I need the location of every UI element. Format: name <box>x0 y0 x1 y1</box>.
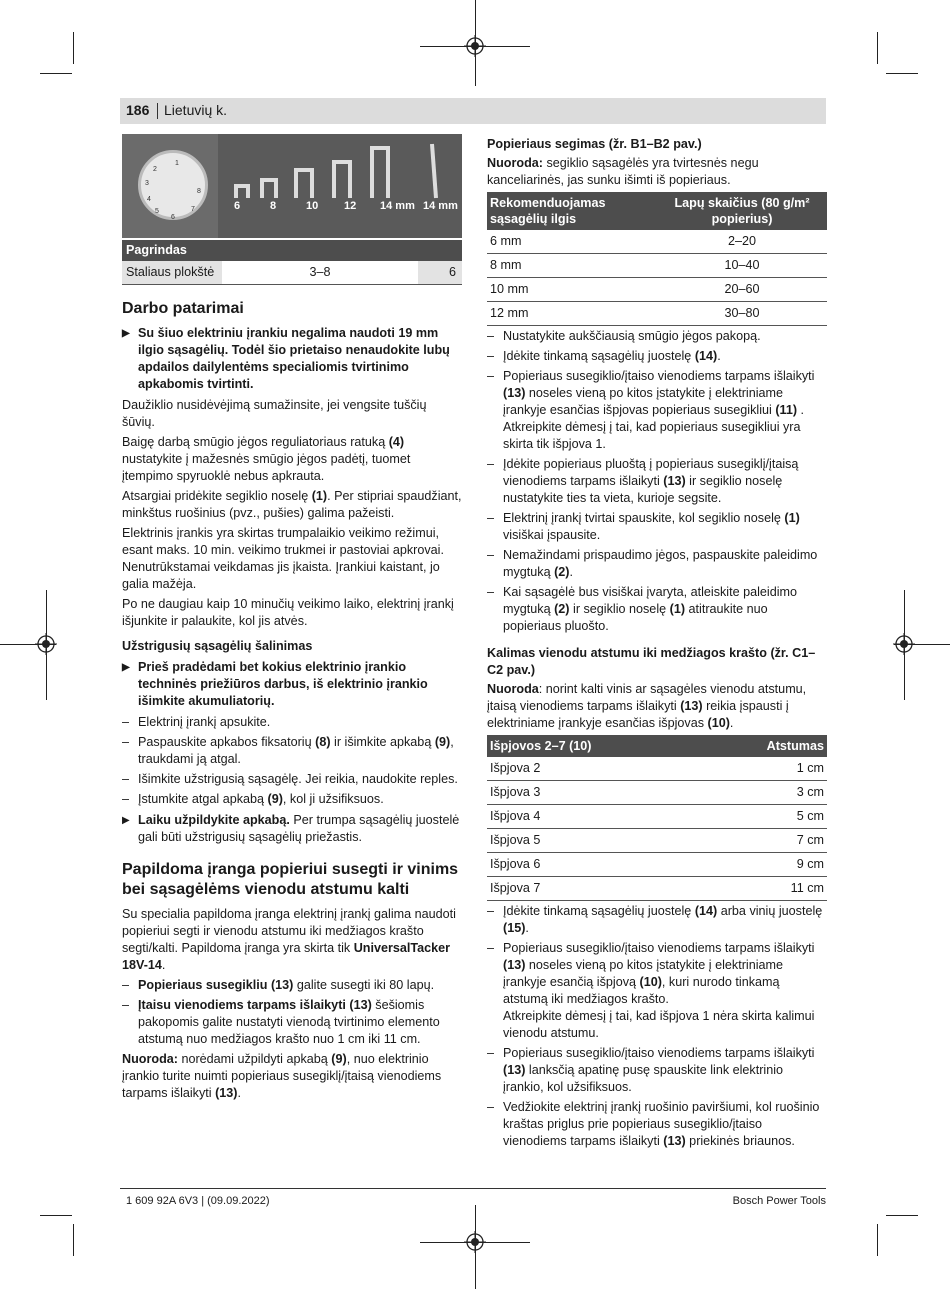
note-paragraph: Nuoroda: norint kalti vinis ar sąsagėles vienodu atstumu, įtaisą vienodiems tarpams išlaikyti (13) reikia įspausti į elektriniame įrankyje esančias išpjovas (10). <box>487 682 807 730</box>
pagrindas-header: Pagrindas <box>122 240 462 261</box>
impact-dial-icon: 1 2 3 4 5 6 7 8 <box>138 150 208 220</box>
list-item: – Įstumkite atgal apkabą (9), kol ji užsifiksuos. <box>122 792 384 806</box>
triangle-bullet-icon: ▶ <box>122 662 130 673</box>
subsection-title: Popieriaus segimas (žr. B1–B2 pav.) <box>487 137 702 151</box>
table-row: 12 mm 30–80 <box>487 302 827 326</box>
staple-label: 12 <box>344 200 357 212</box>
crop-mark <box>877 32 878 64</box>
page-header <box>120 98 826 124</box>
staple-label: 10 <box>306 200 319 212</box>
page-number: 186 <box>126 102 150 118</box>
list-item: – Vedžiokite elektrinį įrankį ruošinio paviršiumi, kol ruošinio kraštas priglus prie popieriaus susegiklio/įtaiso vienodiems tarpams išlaikyti (13) priekinės briaunos. <box>487 1100 820 1148</box>
table-row: Išpjova 2 1 cm <box>487 757 827 781</box>
table-row <box>122 261 462 285</box>
registration-mark-icon <box>464 1231 486 1253</box>
table-header-row <box>487 735 827 757</box>
note-paragraph: Nuoroda: segiklio sąsagėlės yra tvirtesnės negu kanceliarinės, jas sunku išimti iš popieriaus. <box>487 156 759 187</box>
triangle-bullet-icon: ▶ <box>122 328 130 339</box>
list-item: – Popieriaus susegikliu (13) galite susegti iki 80 lapų. <box>122 978 435 992</box>
table-row: Išpjova 5 7 cm <box>487 829 827 853</box>
dial-panel <box>122 134 218 238</box>
table-header: Išpjovos 2–7 (10) <box>487 735 701 757</box>
warning-item: ▶ Prieš pradėdami bet kokius elektrinio įrankio techninės priežiūros darbus, iš elektrinio įrankio išimkite akumuliatorių. <box>122 660 428 708</box>
crop-mark <box>73 32 74 64</box>
staple-label: 14 mm <box>423 200 458 212</box>
table-header: Rekomenduojamas sąsagėlių ilgis <box>487 192 657 230</box>
table-row: 10 mm 20–60 <box>487 278 827 302</box>
staple-length-table <box>487 192 827 326</box>
registration-mark-icon <box>464 35 486 57</box>
table-cell: Staliaus plokštė <box>122 261 222 285</box>
paragraph: Su specialia papildoma įranga elektrinį įrankį galima naudoti popieriui segti ir vienodu atstumu iki medžiagos krašto segti/kalti. Papildoma įranga yra skirta tik UniversalTacker 18V-14. <box>122 907 456 972</box>
list-item: – Popieriaus susegiklio/įtaiso vienodiems tarpams išlaikyti (13) noseles vieną po kitos įstatykite į elektriniame įrankyje esančias išpjovas popieriaus susegikliui (11) . Atkreipkite dėmesį į tai, kad popieriaus susegikliui yra skirta tik išpjova 1. <box>487 369 815 451</box>
section-title: Papildoma įranga popieriui susegti ir vinims bei sąsagėlėms vienodu atstumu kalti <box>122 861 459 898</box>
document-id: 1 609 92A 6V3 | (09.09.2022) <box>126 1195 270 1207</box>
pagrindas-table <box>122 261 462 285</box>
table-cell: 6 <box>418 261 462 285</box>
warning-item: ▶ Su šiuo elektriniu įrankiu negalima naudoti 19 mm ilgio sąsagėlių. Todėl šio prietaiso nenaudokite lubų apdailos dailylentėms specialiomis tvirtinimo apkabomis tvirtinti. <box>122 326 450 391</box>
table-header-row <box>487 192 827 230</box>
registration-mark-icon <box>35 633 57 655</box>
crop-mark <box>40 1215 72 1216</box>
table-row: Išpjova 4 5 cm <box>487 805 827 829</box>
table-row: Išpjova 6 9 cm <box>487 853 827 877</box>
warning-item: ▶ Laiku užpildykite apkabą. Per trumpa sąsagėlių juostelė gali būti užstrigusių sąsagėlių priežastis. <box>122 813 460 844</box>
table-row: Išpjova 7 11 cm <box>487 877 827 901</box>
table-row: 8 mm 10–40 <box>487 254 827 278</box>
list-item: – Įdėkite tinkamą sąsagėlių juostelę (14). <box>487 349 721 363</box>
registration-mark-icon <box>893 633 915 655</box>
table-header: Lapų skaičius (80 g/m² popierius) <box>657 192 827 230</box>
note-paragraph: Nuoroda: norėdami užpildyti apkabą (9), nuo elektrinio įrankio turite nuimti popieriaus susegiklį/įtaisą vienodiems tarpams išlaikyti (13). <box>122 1052 442 1100</box>
list-item: – Nustatykite aukščiausią smūgio jėgos pakopą. <box>487 329 761 343</box>
crop-mark <box>877 1224 878 1256</box>
list-item: – Popieriaus susegiklio/įtaiso vienodiems tarpams išlaikyti (13) lanksčią apatinę pusę spauskite link elektrinio įrankio, kol užsifiksuos. <box>487 1046 815 1094</box>
crop-mark <box>886 1215 918 1216</box>
list-item: – Kai sąsagėlė bus visiškai įvaryta, atleiskite paleidimo mygtuką (2) ir segiklio noselę (1) atitraukite nuo popieriaus pluošto. <box>487 585 797 633</box>
paragraph: Elektrinis įrankis yra skirtas trumpalaikio veikimo režimui, esant maks. 10 min. veikimo trukmei ir pastoviai apkrovai. Nenutrūkstamai veikdamas jis įkaista. Įrankiui kaistant, jo galia mažėja. <box>122 526 444 591</box>
header-separator <box>157 103 158 119</box>
subsection-title: Kalimas vienodu atstumu iki medžiagos krašto (žr. C1–C2 pav.) <box>487 646 816 677</box>
list-item: – Elektrinį įrankį tvirtai spauskite, kol segiklio noselę (1) visiškai įspausite. <box>487 511 800 542</box>
subsection-title: Užstrigusių sąsagėlių šalinimas <box>122 639 313 653</box>
brand-name: Bosch Power Tools <box>732 1195 826 1207</box>
list-item: – Įdėkite tinkamą sąsagėlių juostelę (14) arba vinių juostelę (15). <box>487 904 823 935</box>
notch-distance-table <box>487 735 827 901</box>
paragraph: Po ne daugiau kaip 10 minučių veikimo laiko, elektrinį įrankį išjunkite ir palaukite, kol jis atvės. <box>122 597 454 628</box>
table-row: 6 mm 2–20 <box>487 230 827 254</box>
staple-label: 8 <box>270 200 277 212</box>
staples-illustration-icon <box>222 140 462 200</box>
page-footer <box>120 1188 826 1207</box>
table-row: Išpjova 3 3 cm <box>487 781 827 805</box>
paragraph: Atsargiai pridėkite segiklio noselę (1). Per stipriai spaudžiant, minkštus ruošinius (pvz., pušies) galima pažeisti. <box>122 489 462 520</box>
left-column <box>122 134 462 1105</box>
paragraph: Daužiklio nusidėvėjimą sumažinsite, jei vengsite tuščių šūvių. <box>122 398 427 429</box>
paragraph: Baigę darbą smūgio jėgos reguliatoriaus ratuką (4) nustatykite į mažesnės smūgio jėgos padėtį, tuomet įtempimo spyruoklė nebus apkrauta. <box>122 435 411 483</box>
crop-mark <box>73 1224 74 1256</box>
list-item: – Įdėkite popieriaus pluoštą į popieriaus susegiklį/įtaisą vienodiems tarpams išlaikyti (13) ir segiklio noselę nustatykite ties ta vieta, kurioje segsite. <box>487 457 799 505</box>
list-item: – Įtaisu vienodiems tarpams išlaikyti (13) šešiomis pakopomis galite nustatyti vienodą tvirtinimo elemento atstumą nuo medžiagos krašto nuo 1 cm iki 11 cm. <box>122 998 440 1046</box>
list-item: – Elektrinį įrankį apsukite. <box>122 715 271 729</box>
right-column <box>487 136 827 1153</box>
crop-mark <box>40 73 72 74</box>
staple-figure <box>122 134 462 238</box>
list-item: – Popieriaus susegiklio/įtaiso vienodiems tarpams išlaikyti (13) noseles vieną po kitos įstatykite į elektriniame įrankyje esančią išpjovą (10), kuri nurodo tinkamą atstumą iki medžiagos krašto. Atkreipkite dėmesį į tai, kad išpjova 1 nėra skirta kalimui vienodu atstumu. <box>487 941 815 1040</box>
staple-label: 6 <box>234 200 241 212</box>
section-title: Darbo patarimai <box>122 300 244 317</box>
crop-mark <box>886 73 918 74</box>
staple-label: 14 mm <box>380 200 415 212</box>
list-item: – Išimkite užstrigusią sąsagėlę. Jei reikia, naudokite reples. <box>122 772 458 786</box>
triangle-bullet-icon: ▶ <box>122 815 130 826</box>
list-item: – Nemažindami prispaudimo jėgos, paspauskite paleidimo mygtuką (2). <box>487 548 818 579</box>
table-cell: 3–8 <box>222 261 418 285</box>
table-header: Atstumas <box>701 735 827 757</box>
list-item: – Paspauskite apkabos fiksatorių (8) ir išimkite apkabą (9), traukdami ją atgal. <box>122 735 454 766</box>
page-language: Lietuvių k. <box>164 102 228 118</box>
